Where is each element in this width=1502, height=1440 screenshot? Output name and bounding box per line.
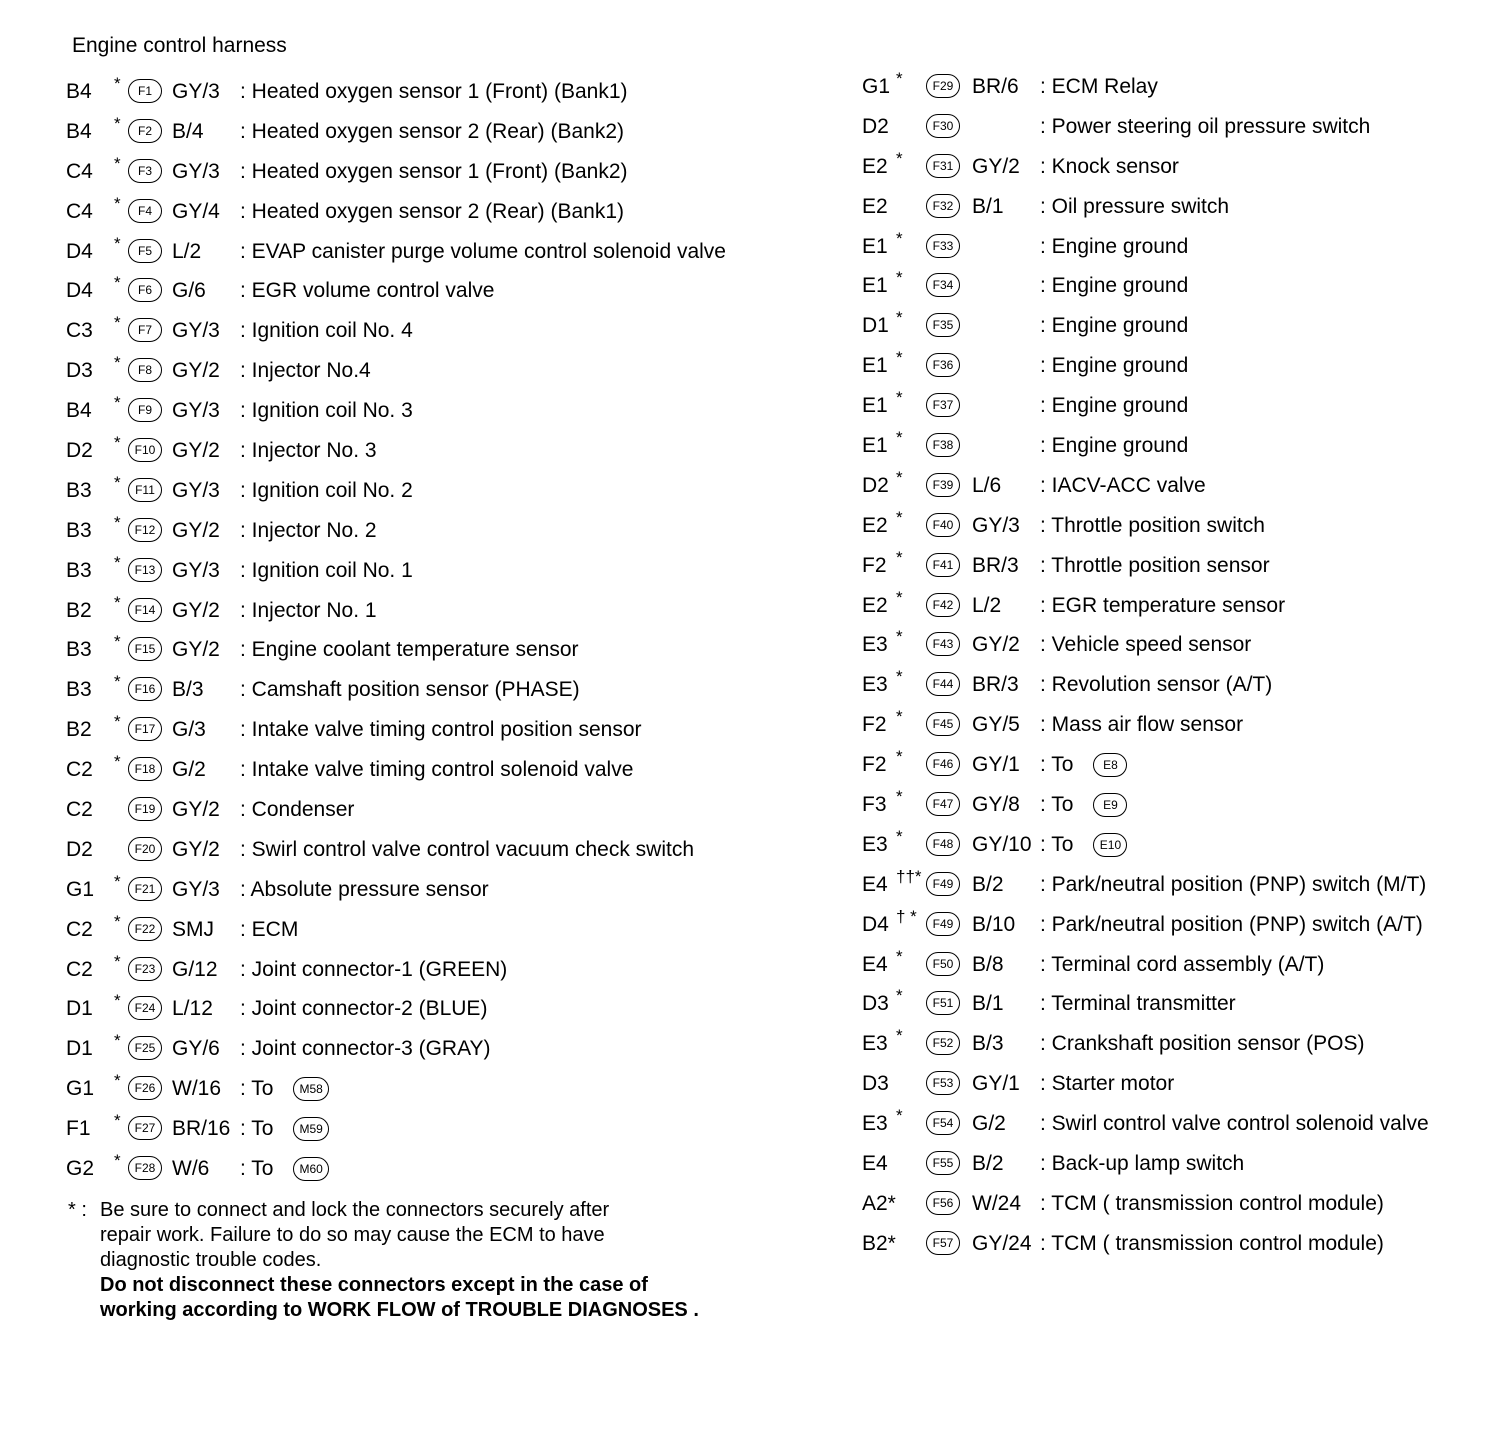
connector-id: F52 xyxy=(926,1031,960,1055)
mark-symbol: * xyxy=(114,1111,121,1131)
target-connector-id: E10 xyxy=(1093,833,1127,857)
connector-spec: L/2 xyxy=(172,239,202,263)
desc-text: : To xyxy=(1040,753,1074,777)
connector-id: F14 xyxy=(128,598,162,622)
connector-id: F48 xyxy=(926,832,960,856)
grid-ref: F2 xyxy=(862,713,887,737)
connector-id: F30 xyxy=(926,114,960,138)
connector-description: : Intake valve timing control solenoid valve xyxy=(240,758,634,782)
connector-spec: GY/2 xyxy=(172,439,220,463)
connector-spec: G/2 xyxy=(172,758,206,782)
connector-spec: GY/2 xyxy=(172,798,220,822)
grid-ref: C2 xyxy=(66,758,93,782)
target-connector-id: E8 xyxy=(1093,753,1127,777)
grid-ref: B3 xyxy=(66,558,92,582)
grid-ref: B3 xyxy=(66,638,92,662)
grid-ref: D2 xyxy=(862,473,889,497)
mark-symbol: * xyxy=(114,592,121,612)
connector-description: : IACV-ACC valve xyxy=(1040,473,1206,497)
connector-spec: GY/24 xyxy=(972,1231,1032,1255)
connector-description: : Heated oxygen sensor 1 (Front) (Bank2) xyxy=(240,159,628,183)
target-connector-id: E9 xyxy=(1093,793,1127,817)
connector-id: F5 xyxy=(128,239,162,263)
connector-spec: BR/3 xyxy=(972,553,1019,577)
grid-ref: D1 xyxy=(862,314,889,338)
connector-description: : Joint connector-2 (BLUE) xyxy=(240,997,488,1021)
connector-spec: GY/2 xyxy=(172,598,220,622)
grid-ref: D3 xyxy=(862,992,889,1016)
connector-spec: B/3 xyxy=(172,678,204,702)
grid-ref: D3 xyxy=(66,359,93,383)
target-connector-id: M60 xyxy=(293,1157,328,1181)
grid-ref: D4 xyxy=(862,912,889,936)
grid-ref: C2 xyxy=(66,957,93,981)
connector-spec: GY/1 xyxy=(972,1072,1020,1096)
connector-spec: GY/3 xyxy=(172,877,220,901)
connector-description: : Swirl control valve control vacuum check switch xyxy=(240,837,694,861)
mark-symbol: * xyxy=(114,433,121,453)
mark-symbol: * xyxy=(896,1026,903,1046)
connector-description: : Injector No.4 xyxy=(240,359,371,383)
grid-ref: F3 xyxy=(862,793,887,817)
connector-id: F49 xyxy=(926,872,960,896)
connector-spec: G/6 xyxy=(172,279,206,303)
mark-symbol: * xyxy=(114,472,121,492)
grid-ref: A2* xyxy=(862,1191,896,1215)
connector-spec: G/2 xyxy=(972,1112,1006,1136)
mark-symbol: * xyxy=(114,273,121,293)
connector-id: F22 xyxy=(128,917,162,941)
mark-symbol: * xyxy=(896,228,903,248)
connector-id: F46 xyxy=(926,752,960,776)
target-connector-id: M58 xyxy=(293,1077,328,1101)
desc-text: : To xyxy=(240,1157,274,1181)
connector-description: : Camshaft position sensor (PHASE) xyxy=(240,678,580,702)
grid-ref: E3 xyxy=(862,633,888,657)
mark-symbol: * xyxy=(114,393,121,413)
connector-spec: L/2 xyxy=(972,593,1002,617)
connector-description: : TCM ( transmission control module) xyxy=(1040,1231,1384,1255)
grid-ref: E1 xyxy=(862,354,888,378)
connector-id: F26 xyxy=(128,1076,162,1100)
grid-ref: F2 xyxy=(862,553,887,577)
grid-ref: B3 xyxy=(66,678,92,702)
mark-symbol: * xyxy=(896,148,903,168)
connector-description: : Engine coolant temperature sensor xyxy=(240,638,579,662)
connector-id: F8 xyxy=(128,358,162,382)
mark-symbol: ††* xyxy=(896,866,922,886)
connector-id: F53 xyxy=(926,1071,960,1095)
connector-description: : Ignition coil No. 3 xyxy=(240,399,413,423)
connector-description: : Ignition coil No. 4 xyxy=(240,319,413,343)
connector-spec: GY/3 xyxy=(172,558,220,582)
connector-description: : Throttle position switch xyxy=(1040,513,1265,537)
grid-ref: B3 xyxy=(66,478,92,502)
connector-id: F3 xyxy=(128,159,162,183)
note-star: * : xyxy=(68,1199,87,1221)
connector-id: F18 xyxy=(128,757,162,781)
grid-ref: B4 xyxy=(66,119,92,143)
grid-ref: E1 xyxy=(862,234,888,258)
grid-ref: G1 xyxy=(66,877,95,901)
connector-description xyxy=(1040,793,1127,817)
connector-id: F56 xyxy=(926,1191,960,1215)
grid-ref: C2 xyxy=(66,798,93,822)
connector-description: : Revolution sensor (A/T) xyxy=(1040,673,1273,697)
mark-symbol: * xyxy=(114,672,121,692)
connector-description: : Oil pressure switch xyxy=(1040,194,1230,218)
mark-symbol: * xyxy=(114,752,121,772)
grid-ref: E3 xyxy=(862,673,888,697)
mark-symbol: * xyxy=(896,747,903,767)
connector-id: F10 xyxy=(128,438,162,462)
mark-symbol: * xyxy=(896,986,903,1006)
connector-id: F6 xyxy=(128,278,162,302)
grid-ref: E1 xyxy=(862,434,888,458)
connector-description: : Park/neutral position (PNP) switch (M/T) xyxy=(1040,872,1427,896)
mark-symbol: * xyxy=(114,1031,121,1051)
connector-id: F40 xyxy=(926,513,960,537)
grid-ref: D4 xyxy=(66,239,93,263)
note-warning-1: Do not disconnect these connectors except in the case of xyxy=(100,1274,648,1296)
connector-description: : Ignition coil No. 1 xyxy=(240,558,413,582)
connector-id: F49 xyxy=(926,912,960,936)
mark-symbol: * xyxy=(896,587,903,607)
connector-id: F2 xyxy=(128,119,162,143)
connector-spec: GY/3 xyxy=(172,399,220,423)
desc-text: : To xyxy=(1040,793,1074,817)
mark-symbol: * xyxy=(896,946,903,966)
connector-id: F9 xyxy=(128,398,162,422)
connector-id: F13 xyxy=(128,558,162,582)
mark-symbol: * xyxy=(896,308,903,328)
connector-id: F31 xyxy=(926,154,960,178)
mark-symbol: * xyxy=(896,388,903,408)
desc-text: : To xyxy=(240,1117,274,1141)
connector-spec: BR/16 xyxy=(172,1117,231,1141)
connector-id: F28 xyxy=(128,1156,162,1180)
connector-id: F25 xyxy=(128,1036,162,1060)
grid-ref: E4 xyxy=(862,1152,888,1176)
connector-description: : Crankshaft position sensor (POS) xyxy=(1040,1032,1365,1056)
grid-ref: C4 xyxy=(66,199,93,223)
grid-ref: E2 xyxy=(862,194,888,218)
connector-spec: BR/3 xyxy=(972,673,1019,697)
connector-spec: GY/2 xyxy=(972,154,1020,178)
connector-id: F15 xyxy=(128,637,162,661)
connector-spec: W/24 xyxy=(972,1191,1022,1215)
connector-id: F37 xyxy=(926,393,960,417)
connector-spec: B/10 xyxy=(972,912,1016,936)
connector-id: F38 xyxy=(926,433,960,457)
grid-ref: B2 xyxy=(66,598,92,622)
connector-spec: GY/3 xyxy=(172,319,220,343)
grid-ref: E2 xyxy=(862,513,888,537)
connector-spec: GY/10 xyxy=(972,832,1032,856)
grid-ref: B4 xyxy=(66,399,92,423)
connector-description: : Terminal transmitter xyxy=(1040,992,1236,1016)
mark-symbol: * xyxy=(896,1106,903,1126)
mark-symbol: * xyxy=(896,826,903,846)
connector-description: : Joint connector-1 (GREEN) xyxy=(240,957,508,981)
mark-symbol: * xyxy=(114,552,121,572)
connector-description: : Engine ground xyxy=(1040,234,1189,258)
connector-description: : Engine ground xyxy=(1040,274,1189,298)
grid-ref: B2* xyxy=(862,1231,896,1255)
connector-description: : Heated oxygen sensor 2 (Rear) (Bank1) xyxy=(240,199,625,223)
connector-spec: L/12 xyxy=(172,997,213,1021)
connector-id: F55 xyxy=(926,1151,960,1175)
connector-description: : Knock sensor xyxy=(1040,154,1179,178)
grid-ref: D4 xyxy=(66,279,93,303)
connector-spec: GY/2 xyxy=(172,518,220,542)
mark-symbol: * xyxy=(114,353,121,373)
connector-description: : Engine ground xyxy=(1040,434,1189,458)
connector-id: F23 xyxy=(128,957,162,981)
connector-id: F24 xyxy=(128,996,162,1020)
connector-spec: L/6 xyxy=(972,473,1002,497)
target-connector-id: M59 xyxy=(293,1117,328,1141)
connector-spec: GY/2 xyxy=(172,837,220,861)
connector-description xyxy=(1040,753,1127,777)
connector-id: F51 xyxy=(926,991,960,1015)
grid-ref: G1 xyxy=(862,75,891,98)
mark-symbol: * xyxy=(114,712,121,732)
grid-ref: C4 xyxy=(66,159,93,183)
connector-id: F17 xyxy=(128,717,162,741)
grid-ref: D3 xyxy=(862,1072,889,1096)
grid-ref: E1 xyxy=(862,274,888,298)
connector-description xyxy=(240,1077,329,1101)
connector-id: F12 xyxy=(128,518,162,542)
connector-id: F7 xyxy=(128,318,162,342)
connector-id: F54 xyxy=(926,1111,960,1135)
connector-description: : Heated oxygen sensor 1 (Front) (Bank1) xyxy=(240,80,628,103)
connector-description: : Ignition coil No. 2 xyxy=(240,478,413,502)
grid-ref: E4 xyxy=(862,872,888,896)
mark-symbol: * xyxy=(114,951,121,971)
connector-description: : Heated oxygen sensor 2 (Rear) (Bank2) xyxy=(240,119,625,143)
mark-symbol: * xyxy=(114,74,121,93)
grid-ref: D2 xyxy=(862,114,889,138)
connector-id: F4 xyxy=(128,199,162,223)
connector-id: F42 xyxy=(926,593,960,617)
connector-id: F32 xyxy=(926,194,960,218)
connector-spec: GY/1 xyxy=(972,753,1020,777)
grid-ref: B2 xyxy=(66,718,92,742)
connector-description: : Swirl control valve control solenoid valve xyxy=(1040,1112,1429,1136)
connector-id: F36 xyxy=(926,353,960,377)
mark-symbol: * xyxy=(114,512,121,532)
connector-id: F27 xyxy=(128,1116,162,1140)
grid-ref: E2 xyxy=(862,593,888,617)
connector-description: : Power steering oil pressure switch xyxy=(1040,114,1371,138)
grid-ref: D1 xyxy=(66,997,93,1021)
mark-symbol: * xyxy=(896,507,903,527)
mark-symbol: * xyxy=(114,193,121,213)
note-warning-2: working according to WORK FLOW of TROUBLE DIAGNOSES . xyxy=(100,1299,699,1321)
grid-ref: B4 xyxy=(66,80,92,103)
grid-ref: C2 xyxy=(66,917,93,941)
connector-id: F19 xyxy=(128,797,162,821)
grid-ref: F1 xyxy=(66,1117,91,1141)
connector-description: : Injector No. 1 xyxy=(240,598,377,622)
mark-symbol: * xyxy=(896,268,903,288)
note-line-2: repair work. Failure to do so may cause the ECM to have xyxy=(100,1224,605,1246)
connector-description: : Engine ground xyxy=(1040,354,1189,378)
connector-spec: GY/2 xyxy=(172,638,220,662)
connector-spec: BR/6 xyxy=(972,75,1019,98)
grid-ref: E3 xyxy=(862,1112,888,1136)
connector-id: F47 xyxy=(926,792,960,816)
connector-spec: B/2 xyxy=(972,1152,1004,1176)
mark-symbol: † * xyxy=(896,906,917,926)
mark-symbol: * xyxy=(114,911,121,931)
connector-spec: GY/4 xyxy=(172,199,220,223)
connector-spec: GY/3 xyxy=(972,513,1020,537)
connector-id: F11 xyxy=(128,478,162,502)
connector-description: : Park/neutral position (PNP) switch (A/T) xyxy=(1040,912,1423,936)
connector-spec: GY/8 xyxy=(972,793,1020,817)
mark-symbol: * xyxy=(114,632,121,652)
mark-symbol: * xyxy=(114,153,121,173)
connector-description: : Engine ground xyxy=(1040,314,1189,338)
grid-ref: D2 xyxy=(66,837,93,861)
mark-symbol: * xyxy=(114,991,121,1011)
connector-id: F33 xyxy=(926,234,960,258)
grid-ref: E1 xyxy=(862,394,888,418)
connector-spec: W/16 xyxy=(172,1077,222,1101)
grid-ref: E2 xyxy=(862,154,888,178)
connector-description: : Absolute pressure sensor xyxy=(240,877,489,901)
connector-spec: SMJ xyxy=(172,917,214,941)
desc-text: : To xyxy=(240,1077,274,1101)
connector-id: F45 xyxy=(926,712,960,736)
mark-symbol: * xyxy=(896,787,903,807)
grid-ref: C3 xyxy=(66,319,93,343)
connector-id: F34 xyxy=(926,273,960,297)
connector-id: F29 xyxy=(926,74,960,98)
connector-description: : ECM xyxy=(240,917,299,941)
connector-id: F16 xyxy=(128,677,162,701)
notes-block xyxy=(68,1198,828,1323)
connector-spec: GY/6 xyxy=(172,1037,220,1061)
desc-text: : To xyxy=(1040,832,1074,856)
mark-symbol: * xyxy=(114,871,121,891)
connector-description: : EGR temperature sensor xyxy=(1040,593,1286,617)
connector-id: F44 xyxy=(926,672,960,696)
connector-id: F50 xyxy=(926,952,960,976)
page-title: Engine control harness xyxy=(72,34,287,57)
mark-symbol: * xyxy=(896,428,903,448)
mark-symbol: * xyxy=(896,547,903,567)
connector-id: F39 xyxy=(926,473,960,497)
connector-spec: B/8 xyxy=(972,952,1004,976)
connector-spec: GY/5 xyxy=(972,713,1020,737)
grid-ref: E3 xyxy=(862,1032,888,1056)
connector-spec: W/6 xyxy=(172,1157,210,1181)
connector-description xyxy=(240,1157,329,1181)
connector-spec: GY/3 xyxy=(172,478,220,502)
connector-spec: GY/2 xyxy=(172,359,220,383)
connector-id: F57 xyxy=(926,1231,960,1255)
connector-description xyxy=(1040,833,1127,857)
note-line-1: Be sure to connect and lock the connectors securely after xyxy=(100,1199,610,1221)
grid-ref: B3 xyxy=(66,518,92,542)
grid-ref: G2 xyxy=(66,1157,95,1181)
grid-ref: G1 xyxy=(66,1077,95,1101)
connector-spec: B/1 xyxy=(972,992,1004,1016)
grid-ref: D2 xyxy=(66,439,93,463)
connector-spec: B/4 xyxy=(172,119,204,143)
mark-symbol: * xyxy=(114,1151,121,1171)
connector-id: F1 xyxy=(128,79,162,103)
connector-description: : Injector No. 2 xyxy=(240,518,377,542)
connector-description: : Joint connector-3 (GRAY) xyxy=(240,1037,491,1061)
connector-description: : Back-up lamp switch xyxy=(1040,1152,1245,1176)
mark-symbol: * xyxy=(896,707,903,727)
connector-description: : EGR volume control valve xyxy=(240,279,495,303)
connector-description: : Intake valve timing control position sensor xyxy=(240,718,642,742)
grid-ref: D1 xyxy=(66,1037,93,1061)
connector-spec: G/12 xyxy=(172,957,218,981)
connector-id: F35 xyxy=(926,313,960,337)
note-line-3: diagnostic trouble codes. xyxy=(100,1249,322,1271)
connector-spec: B/3 xyxy=(972,1032,1004,1056)
grid-ref: F2 xyxy=(862,753,887,777)
connector-id: F43 xyxy=(926,632,960,656)
connector-description: : ECM Relay xyxy=(1040,75,1158,98)
connector-spec: G/3 xyxy=(172,718,206,742)
grid-ref: E3 xyxy=(862,832,888,856)
mark-symbol: * xyxy=(114,313,121,333)
connector-description: : Vehicle speed sensor xyxy=(1040,633,1252,657)
connector-id: F41 xyxy=(926,553,960,577)
connector-description: : Mass air flow sensor xyxy=(1040,713,1244,737)
connector-description: : Condenser xyxy=(240,798,355,822)
connector-description: : Injector No. 3 xyxy=(240,439,377,463)
connector-id: F20 xyxy=(128,837,162,861)
connector-description: : TCM ( transmission control module) xyxy=(1040,1191,1384,1215)
connector-description: : Terminal cord assembly (A/T) xyxy=(1040,952,1325,976)
connector-spec: GY/3 xyxy=(172,80,220,103)
connector-spec: GY/3 xyxy=(172,159,220,183)
connector-description: : Throttle position sensor xyxy=(1040,553,1270,577)
connector-spec: GY/2 xyxy=(972,633,1020,657)
mark-symbol: * xyxy=(896,348,903,368)
connector-description: : Engine ground xyxy=(1040,394,1189,418)
connector-description xyxy=(240,1117,329,1141)
mark-symbol: * xyxy=(896,627,903,647)
grid-ref: E4 xyxy=(862,952,888,976)
mark-symbol: * xyxy=(114,113,121,133)
connector-id: F21 xyxy=(128,877,162,901)
mark-symbol: * xyxy=(896,69,903,88)
connector-spec: B/2 xyxy=(972,872,1004,896)
connector-spec: B/1 xyxy=(972,194,1004,218)
mark-symbol: * xyxy=(896,667,903,687)
mark-symbol: * xyxy=(896,467,903,487)
connector-description: : EVAP canister purge volume control solenoid valve xyxy=(240,239,726,263)
connector-description: : Starter motor xyxy=(1040,1072,1175,1096)
mark-symbol: * xyxy=(114,233,121,253)
mark-symbol: * xyxy=(114,1071,121,1091)
